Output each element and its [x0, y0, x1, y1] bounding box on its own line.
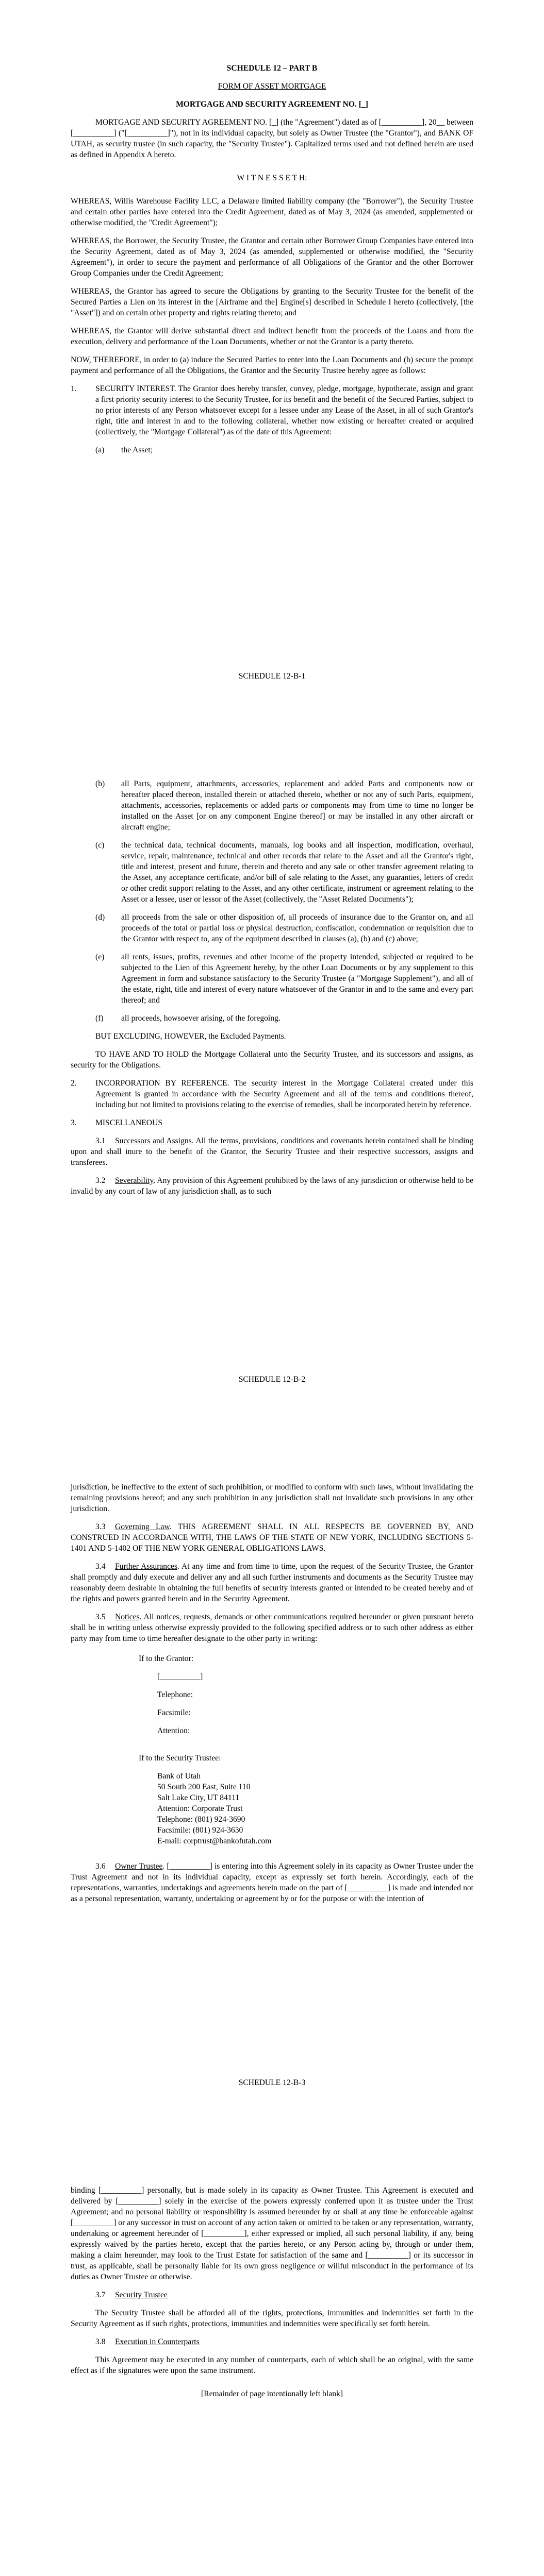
notice-addresses — [139, 1653, 473, 1846]
section-2-incorporation — [71, 1078, 473, 1110]
section-heading: Notices — [115, 1613, 140, 1621]
section-number: 2. — [71, 1079, 77, 1088]
section-heading: Security Trustee — [115, 2291, 168, 2299]
page-footer: SCHEDULE 12-B-1 — [238, 672, 306, 681]
exclusion-paragraph: BUT EXCLUDING, HOWEVER, the Excluded Payments. — [95, 1032, 286, 1041]
clause-d — [95, 912, 473, 944]
clause-c — [95, 840, 473, 905]
trustee-email: E-mail: corptrust@bankofutah.com — [157, 1837, 272, 1845]
section-number: 1. — [71, 384, 77, 393]
section-number: 3.4 — [95, 1562, 106, 1571]
section-heading: Governing Law — [115, 1522, 170, 1531]
section-3-8-text: This Agreement may be executed in any number of counterparts, each of which shall be an original, with the same effect as if the signatures were upon the same instrument. — [71, 2355, 473, 2375]
remainder-notice: [Remainder of page intentionally left blank] — [201, 2389, 343, 2398]
document-page-1 — [0, 0, 544, 703]
section-text: INCORPORATION BY REFERENCE. The security interest in the Mortgage Collateral created under this Agreement is granted in accordance with the Security Agreement and all of the terms and conditions thereof, including but not limited to provisions relating to the exercise of remedies, shall be incorporated herein by reference. — [95, 1079, 473, 1109]
section-text: MISCELLANEOUS — [95, 1118, 162, 1127]
section-3-1 — [71, 1136, 473, 1168]
section-text: SECURITY INTEREST. The Grantor does hereby transfer, convey, pledge, mortgage, hypothecate, assign and grant a first priority security interest to the Security Trustee, for its benefit and the benefit of the Secured Parties, subject to no prior interests of any Person whatsoever except for a lessee under any Lease of the Asset, in all of such Grantor's right, title and interest in and to the following collateral, whether now existing or hereafter created or acquired (collectively, the "Mortgage Collateral") as of the date of this Agreement: — [95, 384, 473, 436]
recital-paragraph: WHEREAS, the Grantor has agreed to secure the Obligations by granting to the Security Trustee for the benefit of the Secured Parties a Lien on its interest in the [Airframe and the] Engine[s] described in Schedule I hereto (collectively, [the "Asset"]) and on certain other property and rights relating thereto; and — [71, 287, 473, 317]
page-footer: SCHEDULE 12-B-3 — [238, 2078, 306, 2087]
section-3-7-heading — [71, 2290, 473, 2300]
preamble-paragraph: MORTGAGE AND SECURITY AGREEMENT NO. [_] (the "Agreement") dated as of [__________], 20__ between [__________] ("[__________]"), not in its individual capacity, but solely as Owner Trustee (the "Grantor"), and BANK OF UTAH, as security trustee (in such capacity, the "Security Trustee"). Capitalized terms used and not defined herein are used as defined in Appendix A hereto. — [71, 118, 473, 159]
section-3-6 — [71, 1861, 473, 1904]
grantor-name-blank: [__________] — [157, 1672, 203, 1681]
clause-number: (b) — [95, 779, 105, 788]
section-heading: Owner Trustee — [115, 1862, 163, 1871]
section-heading: Further Assurances — [115, 1562, 178, 1571]
page-footer: SCHEDULE 12-B-2 — [238, 1375, 306, 1384]
section-heading: Execution in Counterparts — [115, 2337, 200, 2346]
section-3-miscellaneous — [71, 1117, 473, 1128]
document-page-3 — [0, 1406, 544, 2110]
section-number: 3.6 — [95, 1862, 106, 1871]
witnesseth-heading: W I T N E S S E T H: — [237, 174, 307, 182]
now-therefore-paragraph: NOW, THEREFORE, in order to (a) induce the Secured Parties to enter into the Loan Documents and (b) secure the prompt payment and performance of all the Obligations, the Grantor and the Security Trustee hereby agree as follows: — [71, 355, 473, 375]
habendum-paragraph: TO HAVE AND TO HOLD the Mortgage Collateral unto the Security Trustee, and its successors and assigns, as security for the Obligations. — [71, 1050, 473, 1070]
section-text: . [__________] is entering into this Agreement solely in its capacity as Owner Trustee under the Trust Agreement and not in its individual capacity, except as expressly set forth herein. Accordingly, each of the representations, warranties, undertakings and agreements herein made on the part of [__________] is made and intended not as a personal representation, warranty, undertaking or agreement by or for the purpose or with the intention of — [71, 1862, 474, 1903]
trustee-city: Salt Lake City, UT 84111 — [157, 1793, 240, 1802]
schedule-title: SCHEDULE 12 – PART B — [226, 64, 318, 73]
section-1-security-interest — [71, 383, 473, 437]
clause-text: all proceeds from the sale or other disposition of, all proceeds of insurance due to the Grantor on, and all proceeds of the total or partial loss or physical destruction, confiscation, condemnation or requisition due to the Grantor with respect to, any of the equipment described in clauses (a), (b) and (c) above; — [121, 913, 473, 943]
trustee-attention: Attention: Corporate Trust — [157, 1804, 243, 1813]
clause-text: all rents, issues, profits, revenues and other income of the property intended, subjected or required to be subjected to the Lien of this Agreement hereby, by the other Loan Documents or by any supplement to this Agreement in form and substance satisfactory to the Security Trustee (a "Mortgage Supplement"), and all of the estate, right, title and interest of every nature whatsoever of the Grantor in and to the same and every part thereof; and — [121, 953, 473, 1005]
clause-text: the Asset; — [121, 446, 153, 454]
section-3-6-continued: binding [__________] personally, but is made solely in its capacity as Owner Trustee. This Agreement is executed and delivered by [__________] solely in the exercise of the powers expressly conferred upon it as trustee under the Trust Agreement; and no personal liability or responsibility is assumed hereunder by or shall at any time be enforceable against [__________] or any successor in trust on account of any action taken or omitted to be taken or any representation, warranty, undertaking or agreement hereunder of [__________], either expressed or implied, all such personal liability, if any, being expressly waived by the parties hereto, except that the parties hereto, or any Person acting by, through or under them, making a claim hereunder, may look to the Trust Estate for satisfaction of the same and [__________] or its successor in trust, as applicable, shall be personally liable for its own gross negligence or willful misconduct in the performance of its duties as Owner Trustee or otherwise. — [71, 2186, 473, 2281]
clause-number: (f) — [95, 1014, 104, 1023]
trustee-telephone: Telephone: (801) 924-3690 — [157, 1815, 245, 1824]
clause-f — [95, 1013, 473, 1024]
grantor-attention-label: Attention: — [157, 1726, 190, 1735]
grantor-address-block — [157, 1671, 473, 1736]
clause-number: (a) — [95, 446, 105, 454]
section-text: . All the terms, provisions, conditions and covenants herein contained shall be binding upon and shall inure to the benefit of the Grantor, the Security Trustee and their respective successors, assigns and transferees. — [71, 1137, 474, 1167]
trustee-bank-name: Bank of Utah — [157, 1772, 201, 1781]
trustee-address-label: If to the Security Trustee: — [139, 1754, 221, 1762]
clause-a — [95, 445, 473, 455]
section-number: 3.8 — [95, 2337, 106, 2346]
clause-number: (e) — [95, 953, 105, 961]
clause-e — [95, 952, 473, 1006]
recital-paragraph: WHEREAS, the Grantor will derive substantial direct and indirect benefit from the proceeds of the Loans and from the execution, delivery and performance of the Loan Documents, whether or not the Grantor is a party thereto. — [71, 327, 473, 346]
section-3-2 — [71, 1175, 473, 1197]
document-page-2 — [0, 703, 544, 1406]
section-number: 3.3 — [95, 1522, 106, 1531]
grantor-telephone-label: Telephone: — [157, 1690, 193, 1699]
section-heading: Severability — [115, 1176, 154, 1185]
section-3-4 — [71, 1561, 473, 1604]
section-number: 3.1 — [95, 1137, 106, 1145]
clause-text: all Parts, equipment, attachments, accessories, replacement and added Parts and components now or hereafter placed thereon, installed therein or attached thereto, whether or not any of such Parts, equipment, attachments, accessories, replacements or added parts or components may from time to time no longer be installed on the Asset [or on any component Engine thereof] or may be installed in any other aircraft or aircraft engine; — [121, 779, 473, 832]
agreement-title: MORTGAGE AND SECURITY AGREEMENT NO. [_] — [176, 100, 368, 109]
section-number: 3. — [71, 1118, 77, 1127]
section-text: . At any time and from time to time, upon the request of the Security Trustee, the Grantor shall promptly and duly execute and deliver any and all such further instruments and documents as the Security Trustee may reasonably deem desirable in obtaining the full benefits of security interests granted or intended to be created hereby and of the rights and powers granted herein and in the Security Agreement. — [71, 1562, 473, 1603]
section-text: . All notices, requests, demands or other communications required hereunder or given pursuant hereto shall be in writing unless otherwise expressly provided to the following specified address or to such other address as either party may from time to time hereafter designate to the other party in writing: — [71, 1613, 473, 1643]
section-number: 3.7 — [95, 2291, 106, 2299]
document-page-4 — [0, 2110, 544, 2576]
section-number: 3.2 — [95, 1176, 106, 1185]
trustee-facsimile: Facsimile: (801) 924-3630 — [157, 1826, 243, 1835]
grantor-facsimile-label: Facsimile: — [157, 1708, 191, 1717]
section-text: . THIS AGREEMENT SHALL IN ALL RESPECTS BE GOVERNED BY, AND CONSTRUED IN ACCORDANCE WITH, THE LAWS OF THE STATE OF NEW YORK, INCLUDING SECTIONS 5-1401 AND 5-1402 OF THE NEW YORK GENERAL OBLIGATIONS LAWS. — [71, 1522, 473, 1553]
clause-text: all proceeds, howsoever arising, of the foregoing. — [121, 1014, 281, 1023]
recital-paragraph: WHEREAS, Willis Warehouse Facility LLC, a Delaware limited liability company (the "Borrower"), the Security Trustee and certain other parties have entered into the Credit Agreement, dated as of May 3, 2024 (as amended, supplemented or otherwise modified, the "Credit Agreement"); — [71, 197, 473, 227]
section-3-2-continued: jurisdiction, be ineffective to the extent of such prohibition, or modified to conform with such laws, without invalidating the remaining provisions hereof; and any such prohibition in any jurisdiction shall not invalidate such provisions in any other jurisdiction. — [71, 1483, 473, 1513]
section-3-3 — [71, 1521, 473, 1554]
recital-paragraph: WHEREAS, the Borrower, the Security Trustee, the Grantor and certain other Borrower Group Companies have entered into the Security Agreement, dated as of May 3, 2024 (as amended, supplemented or otherwise modified, the "Security Agreement"), in order to secure the payment and performance of all Obligations of the Grantor and the other Borrower Group Companies under the Credit Agreement; — [71, 236, 473, 278]
trustee-address-block — [157, 1771, 473, 1846]
trustee-street: 50 South 200 East, Suite 110 — [157, 1783, 251, 1791]
section-heading: Successors and Assigns — [115, 1137, 192, 1145]
section-number: 3.5 — [95, 1613, 106, 1621]
clause-number: (c) — [95, 841, 105, 850]
section-3-5 — [71, 1612, 473, 1644]
form-title: FORM OF ASSET MORTGAGE — [218, 82, 326, 91]
section-3-7-text: The Security Trustee shall be afforded all of the rights, protections, immunities and indemnities set forth in the Security Agreement as if such rights, protections, immunities and indemnities were specifically set forth herein. — [71, 2309, 473, 2328]
clause-b — [95, 778, 473, 833]
section-text: . Any provision of this Agreement prohibited by the laws of any jurisdiction or otherwise held to be invalid by any court of law of any jurisdiction shall, as to such — [71, 1176, 473, 1196]
clause-number: (d) — [95, 913, 105, 922]
clause-text: the technical data, technical documents, manuals, log books and all inspection, modification, overhaul, service, repair, maintenance, technical and other records that relate to the Asset and all the Grantor's right, title and interest, present and future, therein and thereto and any sale or other transfer agreement relating to the Asset, any acceptance certificate, and/or bill of sale relating to the Asset, any guaranties, letters of credit or other credit support relating to the Asset, and any other certificate, instrument or agreement relating to the Asset or a lessee, user or lessor of the Asset (collectively, the "Asset Related Documents"); — [121, 841, 473, 904]
grantor-address-label: If to the Grantor: — [139, 1654, 194, 1663]
section-3-8-heading — [71, 2336, 473, 2347]
